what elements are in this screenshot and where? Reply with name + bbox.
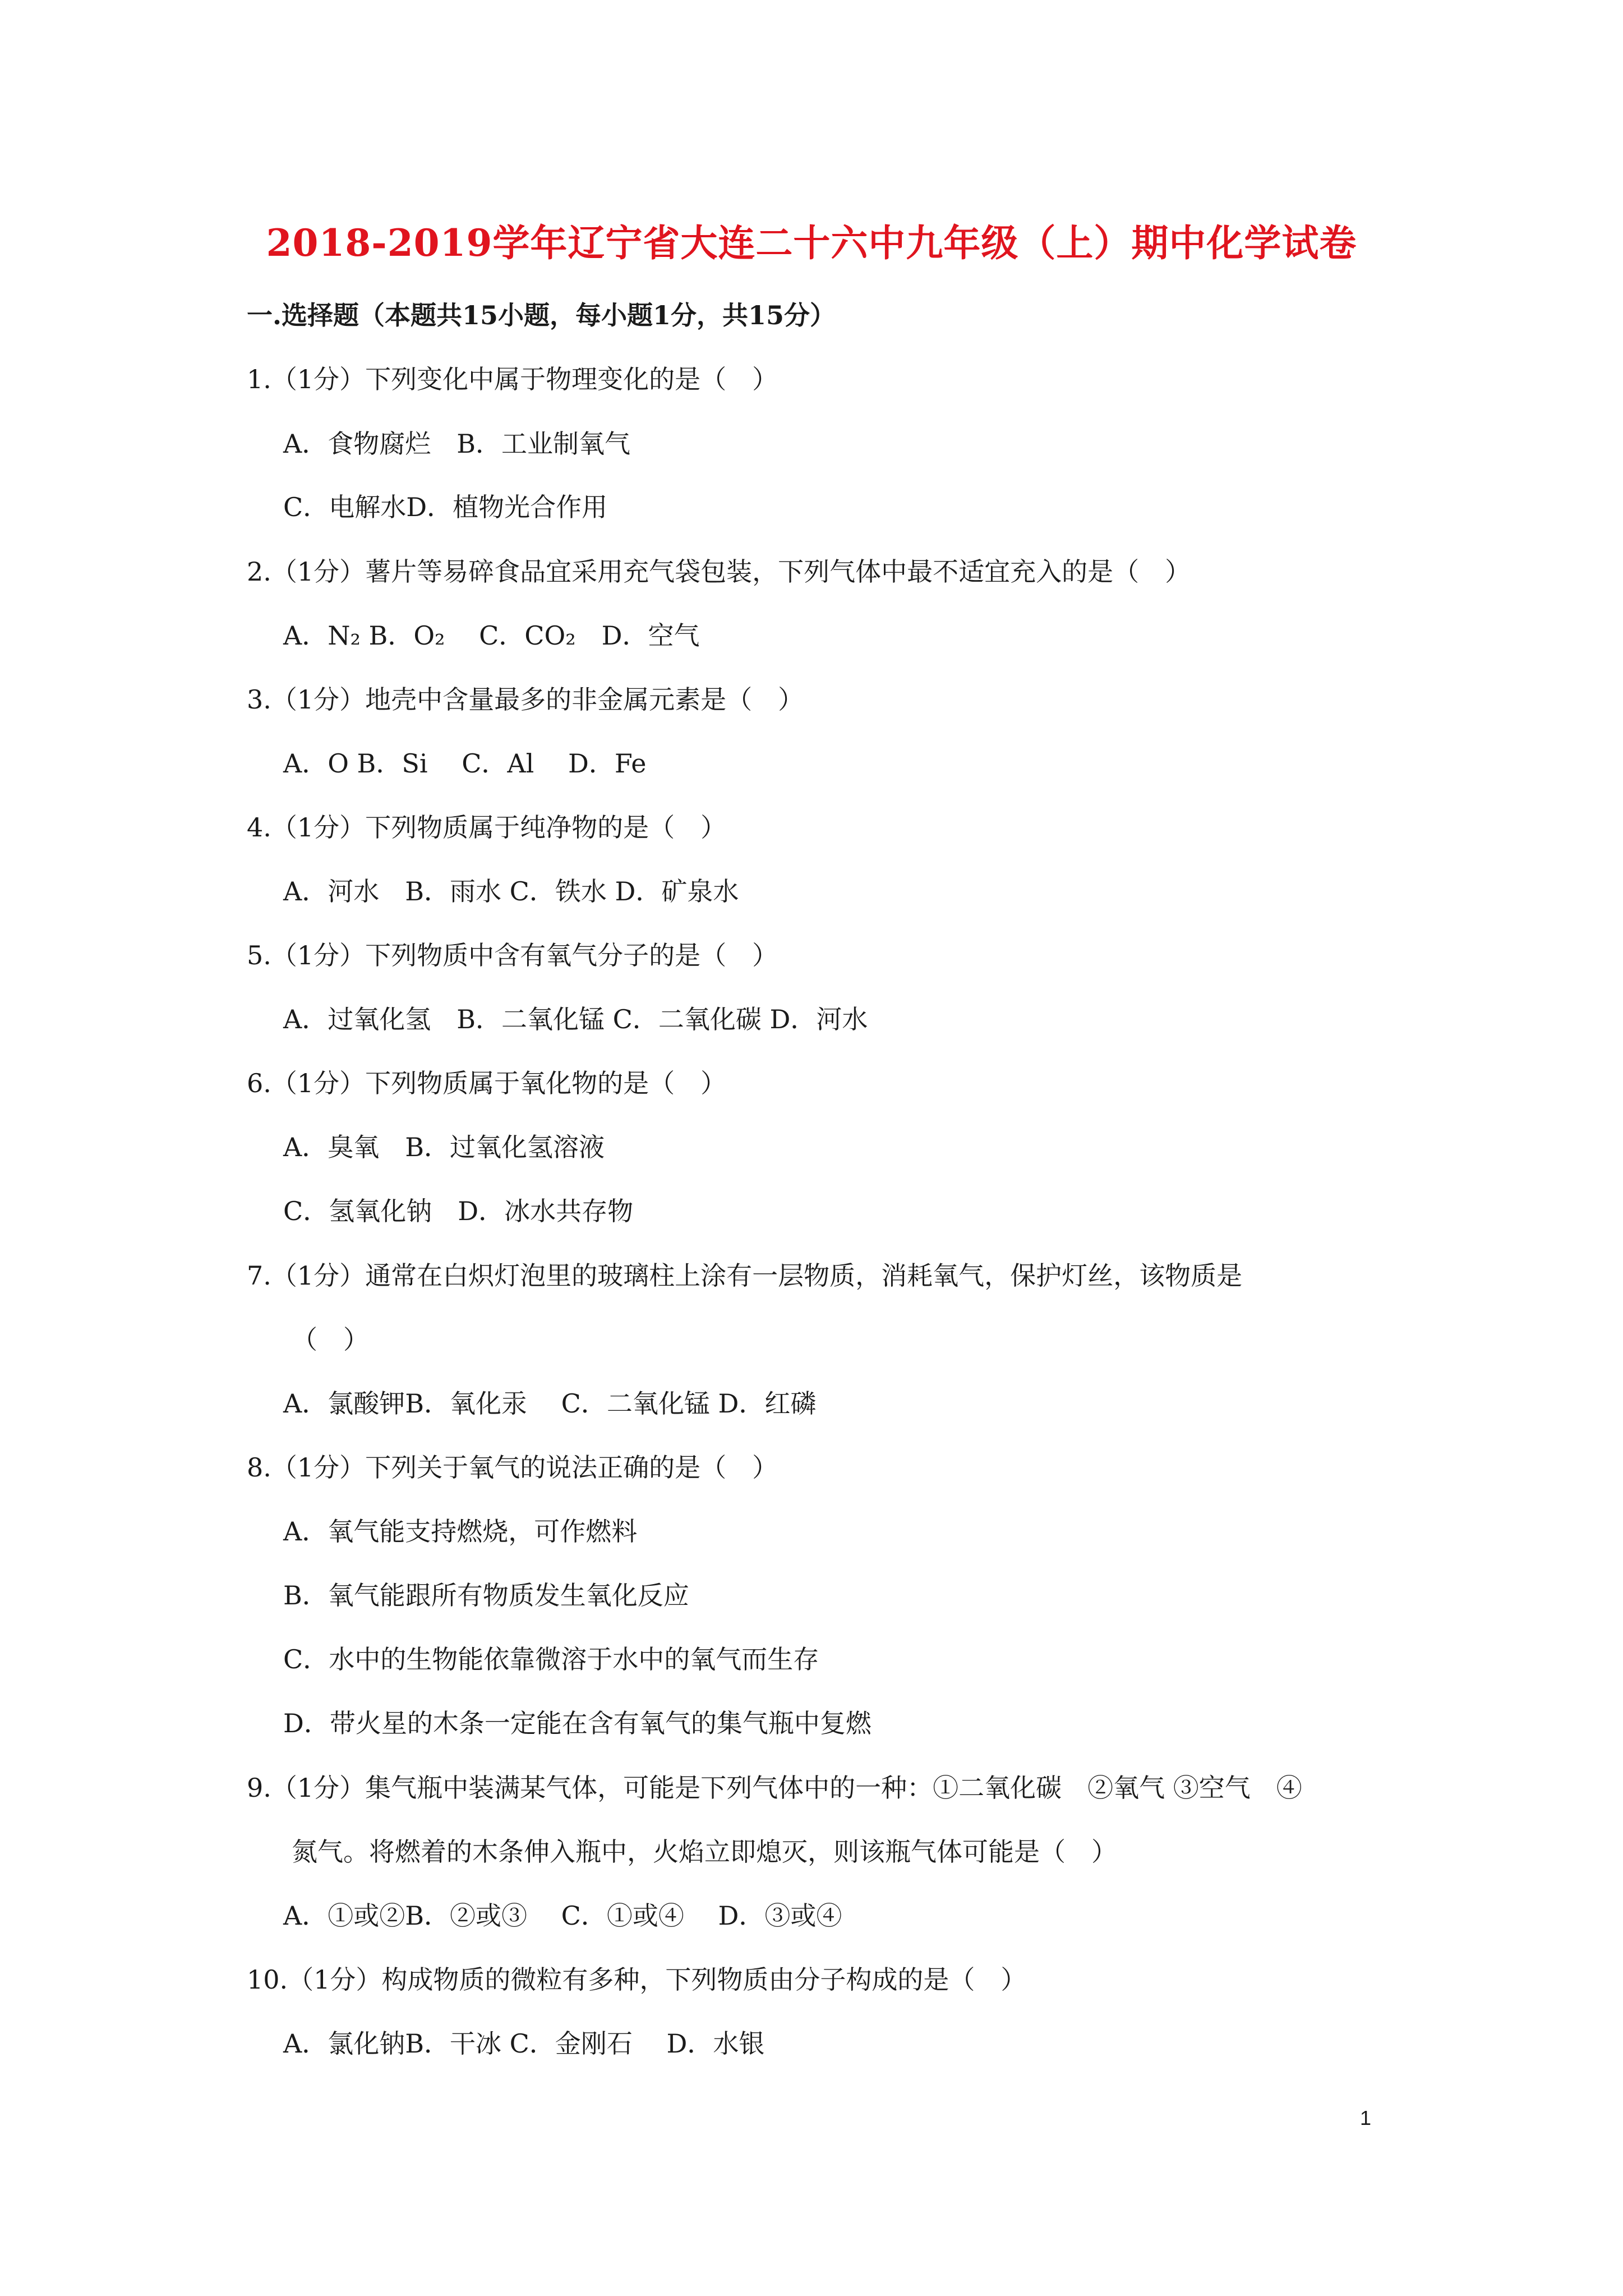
question-5: 5.（1分）下列物质中含有氧气分子的是（ ） [247, 940, 778, 970]
question-4-options: A．河水 B．雨水 C．铁水 D．矿泉水 [283, 876, 739, 907]
question-7: 7.（1分）通常在白炽灯泡里的玻璃柱上涂有一层物质，消耗氧气，保护灯丝，该物质是 [247, 1260, 1243, 1291]
question-8-option-a: A．氧气能支持燃烧，可作燃料 [283, 1516, 638, 1547]
question-1: 1.（1分）下列变化中属于物理变化的是（ ） [247, 364, 778, 394]
question-6-options-cd: C．氢氧化钠 D．冰水共存物 [283, 1196, 634, 1226]
question-5-options: A．过氧化氢 B．二氧化锰 C．二氧化碳 D．河水 [283, 1004, 868, 1034]
question-1-options-ab: A．食物腐烂 B．工业制氧气 [283, 429, 631, 459]
section-heading: 一.选择题（本题共15小题，每小题1分，共15分） [247, 300, 836, 330]
question-8-option-b: B．氧气能跟所有物质发生氧化反应 [283, 1580, 689, 1611]
question-2-options: A．N₂ B．O₂ C．CO₂ D．空气 [283, 620, 700, 651]
question-9-continuation: 氮气。将燃着的木条伸入瓶中，火焰立即熄灭，则该瓶气体可能是（ ） [292, 1837, 1117, 1867]
question-6-options-ab: A．臭氧 B．过氧化氢溶液 [283, 1132, 605, 1162]
question-10-options: A．氯化钠B．干冰 C．金刚石 D．水银 [283, 2028, 765, 2059]
page-title: 2018-2019学年辽宁省大连二十六中九年级（上）期中化学试卷 [266, 221, 1357, 265]
page-number: 1 [1360, 2106, 1372, 2129]
question-6: 6.（1分）下列物质属于氧化物的是（ ） [247, 1068, 727, 1098]
question-7-continuation: （ ） [292, 1324, 369, 1355]
question-8: 8.（1分）下列关于氧气的说法正确的是（ ） [247, 1452, 778, 1483]
question-10: 10.（1分）构成物质的微粒有多种，下列物质由分子构成的是（ ） [247, 1964, 1027, 1995]
question-7-options: A．氯酸钾B．氧化汞 C．二氧化锰 D．红磷 [283, 1388, 817, 1419]
question-3: 3.（1分）地壳中含量最多的非金属元素是（ ） [247, 684, 804, 715]
question-8-option-d: D．带火星的木条一定能在含有氧气的集气瓶中复燃 [283, 1708, 872, 1738]
question-1-options-cd: C．电解水D．植物光合作用 [283, 492, 608, 522]
question-8-option-c: C．水中的生物能依靠微溶于水中的氧气而生存 [283, 1644, 819, 1674]
question-9: 9.（1分）集气瓶中装满某气体，可能是下列气体中的一种：①二氧化碳 ②氧气 ③空气 ④ [247, 1773, 1302, 1803]
question-9-options: A．①或②B．②或③ C．①或④ D．③或④ [283, 1901, 842, 1931]
question-2: 2.（1分）薯片等易碎食品宜采用充气袋包装，下列气体中最不适宜充入的是（ ） [247, 556, 1191, 587]
question-3-options: A．O B．Si C．Al D．Fe [283, 748, 647, 779]
question-4: 4.（1分）下列物质属于纯净物的是（ ） [247, 812, 727, 843]
